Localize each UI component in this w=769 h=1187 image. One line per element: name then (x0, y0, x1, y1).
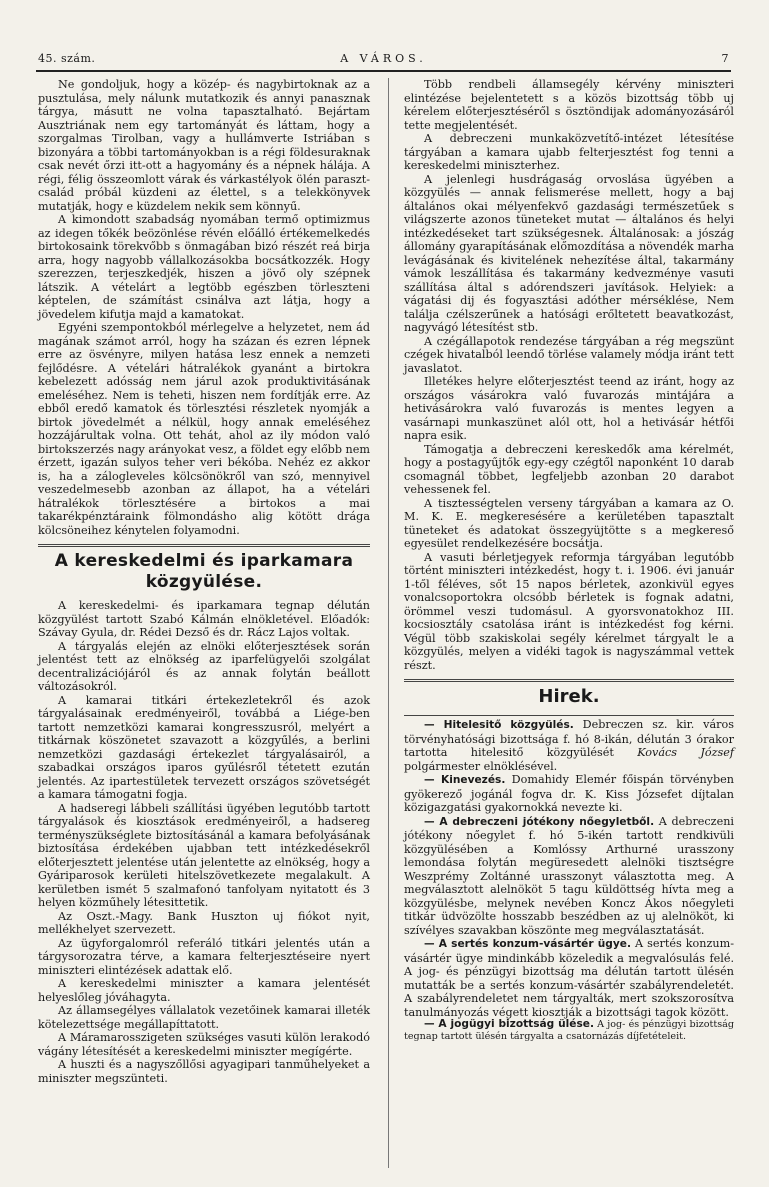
article-paragraph: Ne gondoljuk, hogy a közép- és nagybirtoknak az a pusztulása, mely nálunk mutatkozik és annyi panasznak tárgya, másutt ne volna tapasztalható. Bejártam Ausztriának nem egy tartományát és láttam, hogy a szorgalmas Tirolban, vagy a hullámverte Istriában s bizonyára a többi tartományokban is a régi földesuraknak csak nevét őrzi itt-ott a hagyomány és a népnek hálája. A régi, félig összeomlott várak és várkastélyok ölén paraszt-család próbál küzdeni az élettel, s a telekkönyvek mutatják, hogy e küzdelem nekik sem könnyű. (38, 78, 370, 213)
article-paragraph: A tisztességtelen verseny tárgyában a kamara az O. M. K. E. megkeresésére a kerületében tapasztalt tüneteket és adatokat összegyüjtötte s a megkereső egyesület rendelkezésére bocsátja. (404, 496, 734, 550)
chamber-paragraph: A tárgyalás elején az elnöki előterjesztések során jelentést tett az elnökség az iparfelügyelői szolgálat decentralizációjáról és az annak folytán beállott változásokról. (38, 639, 370, 693)
news-section-title: Hirek. (538, 686, 600, 707)
page-number: 7 (721, 52, 729, 65)
left-column (38, 78, 370, 1085)
news-title-rule (404, 715, 734, 716)
news-item-text: A jog- és pénzügyi bizottság tegnap tartott ülésén tárgyalta a csatornázás díjfetételeit. (404, 1019, 734, 1042)
page-header (38, 52, 729, 70)
article-paragraph: Egyéni szempontokból mérlegelve a helyzetet, nem ád magának számot arról, hogy ha százan és ezren lépnek erre az ösvényre, milyen hatása lesz ennek a nemzeti fejlődésre. A vételári hátralékok gyanánt a birtokra kebelezett adósság nem járul azok produktivitásának emeléséhez. Nem is teheti, hiszen nem fordítják erre. Az ebből eredő kamatok és törlesztési részletek nyomják a birtok jövedelmét a nélkül, hogy annak emeléséhez hozzájárultak volna. Ott tehát, ahol az ily módon való birtokszerzés nagy arányokat vesz, a földet egy előbb nem érzett, igazán sulyos teher veri békóba. Nehéz ez akkor is, ha a zálogleveles kölcsönökről van szó, mennyivel veszedelmesebb azonban az állapot, ha a vételári hátralékok törlesztésére a birtokos a mai takarékpénztáraink fölmondásho alig kötött drága kölcsöneihez kénytelen folyamodni. (38, 321, 370, 537)
right-column (404, 78, 734, 1043)
news-item-lead: — A sertés konzum-vásártér ügye. (424, 938, 631, 950)
news-item (404, 718, 734, 773)
news-item (404, 1019, 734, 1043)
newspaper-title: A VÁROS. (340, 52, 427, 65)
issue-number: 45. szám. (38, 52, 96, 65)
section-divider (404, 679, 734, 682)
news-item (404, 937, 734, 1019)
chamber-paragraph: A kereskedelmi- és iparkamara tegnap délután közgyülést tartott Szabó Kálmán elnökletével. Előadók: Szávay Gyula, dr. Rédei Dezső és dr. Rácz Lajos voltak. (38, 599, 370, 639)
article-paragraph: A debreczeni munkaközvetítő-intézet létesítése tárgyában a kamara ujabb felterjesztést fog tenni a kereskedelmi miniszterhez. (404, 132, 734, 172)
chamber-paragraph: Az Oszt.-Magy. Bank Huszton uj fiókot nyit, mellékhelyet szervezett. (38, 909, 370, 936)
news-item (404, 815, 734, 938)
news-item-lead: — Kinevezés. (424, 774, 506, 786)
chamber-headline: A kereskedelmi és iparkamara közgyülése. (54, 551, 354, 592)
column-divider (388, 78, 389, 1168)
news-item-text: A debreczeni jótékony nőegylet f. hó 5-ikén tartott rendkivüli közgyülésében a Komlóssy Arthurné urasszony lemondása folytán megüresedett alelnöki tisztségre Weszprémy Zoltánné urasszonyt választotta meg. A megválasztott alelnököt 5 tagu küldöttség hívta meg a közgyülésbe, melynek nevében Koncz Ákos nőegyleti titkár üdvözölte hosszabb beszédben az uj alelnököt, ki szívélyes szavakban köszönte meg megválasztatását. (404, 814, 734, 937)
article-paragraph: Támogatja a debreczeni kereskedők ama kérelmét, hogy a postagyűjtők egy-egy czégtől naponként 10 darab csomagnál többet, legfeljebb azonban 20 darabot vehessenek fel. (404, 442, 734, 496)
chamber-paragraph: A kamarai titkári értekezletekről és azok tárgyalásainak eredményeiről, továbbá a Liége-ben tartott nemzetközi kamarai kongresszusról, melyért a titkárnak köszönetet szavazott a közgyűlés, a berlini nemzetközi gazdasági értekezlet tárgyalásairól, a szabadkai országos iparos gyűlésről tétetett ezután jelentés. Az ipartestületek tervezett országos szövetségét a kamara támogatni fogja. (38, 693, 370, 801)
article-paragraph: Több rendbeli államsegély kérvény miniszteri elintézése bejelentetett s a közös bizottság több uj kérelem előterjesztéséről s ösztöndijak adományozásáról tette megjelentését. (404, 78, 734, 132)
chamber-paragraph: A hadseregi lábbeli szállítási ügyében legutóbb tartott tárgyalások és kiosztások eredményeiről, a hadsereg terményszükséglete biztosításánál a kamara befolyásának biztosítása érdekében ujabban tett intézkedésekről előterjesztett jelentése után jelentette az elnökség, hogy a Gyáriparosok kerületi hitelszövetkezete megalakult. A kerületben ismét 5 szalmafonó tanfolyam nyitatott és 3 helyen közműhely létesittetik. (38, 801, 370, 909)
chamber-paragraph: Az ügyforgalomról referáló titkári jelentés után a tárgysorozatra térve, a kamara felterjesztéseire nyert miniszteri elintézések adattak elő. (38, 936, 370, 977)
chamber-paragraph: Az államsegélyes vállalatok vezetőinek kamarai illeték kötelezettsége megállapíttatott. (38, 1004, 370, 1031)
news-item-text: Debreczen sz. kir. város törvényhatósági bizottsága f. hó 8-ikán, délután 3 órakor tartotta hitelesitő közgyülését (404, 718, 734, 759)
news-item-lead: — A jogügyi bizottság ülése. (424, 1018, 594, 1030)
article-paragraph: A kimondott szabadság nyomában termő optimizmus az idegen tőkék beözönlése révén előálló értékemelkedés birtokosaink törekvőbb s önmagában bizó részét reá birja arra, hogy nagyobb vállalkozásokba bocsátkozzék. Hogy szerezzen, terjeszkedjék, hiszen a jövő oly szépnek látszik. A vételárt a legtöbb egészben törleszteni képtelen, de számítást csinálva azt látja, hogy a jövedelem kifutja majd a kamatokat. (38, 213, 370, 321)
chamber-paragraph: A huszti és a nagyszőllősi agyagipari tanműhelyeket a miniszter megszünteti. (38, 1058, 370, 1085)
news-item (404, 773, 734, 815)
news-item-lead: — A debreczeni jótékony nőegyletből. (424, 815, 655, 828)
news-item-text: A sertés konzum-vásártér ügye mindinkább közeledik a megvalósulás felé. A jog- és pénzügyi bizottság ma délután tartott ülésén mutatták be a sertés konzum-vásártér szabályrendeletét. A szabályrendeletet nem tárgyalták, mert szokszorosítva tanulmányozás végett kiosztják a bizottsági tagok között. (404, 937, 734, 1019)
chamber-paragraph: A Máramarosszigeten szükséges vasuti külön lerakodó vágány létesítését a kereskedelmi miniszter megígérte. (38, 1031, 370, 1058)
news-item-lead: — Hitelesitő közgyülés. (424, 719, 574, 731)
article-paragraph: A jelenlegi husdrágaság orvoslása ügyében a közgyülés — annak felismerése mellett, hogy a baj általános okai mélyenfekvő gazdasági természetűek s világszerte azonos tüneteket mutat — általános és helyi intézkedéseket tart szükségesnek. Általánosak: a jószág állomány gyarapításának előmozdítása a növendék marha levágásának és kivitelének nehezítése által, takarmány vámok leszállítása és takarmány kedvezménye vasuti szállítása által s adórendszeri javítások. Helyiek: a vágatási dij és fogyasztási adóther mérséklése, Nem találja czélszerűnek a hatósági erőltetett beavatkozást, nagyvágó létesítést stb. (404, 172, 734, 334)
chamber-paragraph: A kereskedelmi miniszter a kamara jelentését helyeslőleg jóváhagyta. (38, 977, 370, 1004)
news-item-tail: polgármester elnöklésével. (404, 759, 558, 773)
article-paragraph: A vasuti bérletjegyek reformja tárgyában legutóbb történt miniszteri intézkedést, hogy t. i. 1906. évi január 1-től féléves, sőt 15 napos bérletek, azonkivül egyes vonalcsoportokra olcsóbb bérletek is fognak adatni, örömmel veszi tudomásul. A gyorsvonatokhoz III. kocsiosztály csatolása iránt is intézkedést fog kérni. Végül több szakiskolai segély kérelmet tárgyalt le a közgyülés, melyen a vidéki tagok is nagyszámmal vettek részt. (404, 550, 734, 672)
section-divider (38, 544, 370, 547)
news-item-text: Domahidy Elemér főispán törvényben gyökerező jogánál fogva dr. K. Kiss Józsefet díjtalan közigazgatási gyakornokká nevezte ki. (404, 773, 734, 814)
news-item-name: Kovács József (637, 746, 734, 759)
article-paragraph: A czégállapotok rendezése tárgyában a rég megszünt czégek hivatalból leendő törlése valamely módja iránt tett javaslatot. (404, 334, 734, 375)
article-paragraph: Illetékes helyre előterjesztést teend az iránt, hogy az országos vásárokra való fuvarozás mintájára a hetivásárokra való fuvarozás is mentes legyen a vasárnapi munkaszünet alól ott, hol a hetivásár hétfői napra esik. (404, 375, 734, 442)
header-rule (36, 70, 731, 72)
